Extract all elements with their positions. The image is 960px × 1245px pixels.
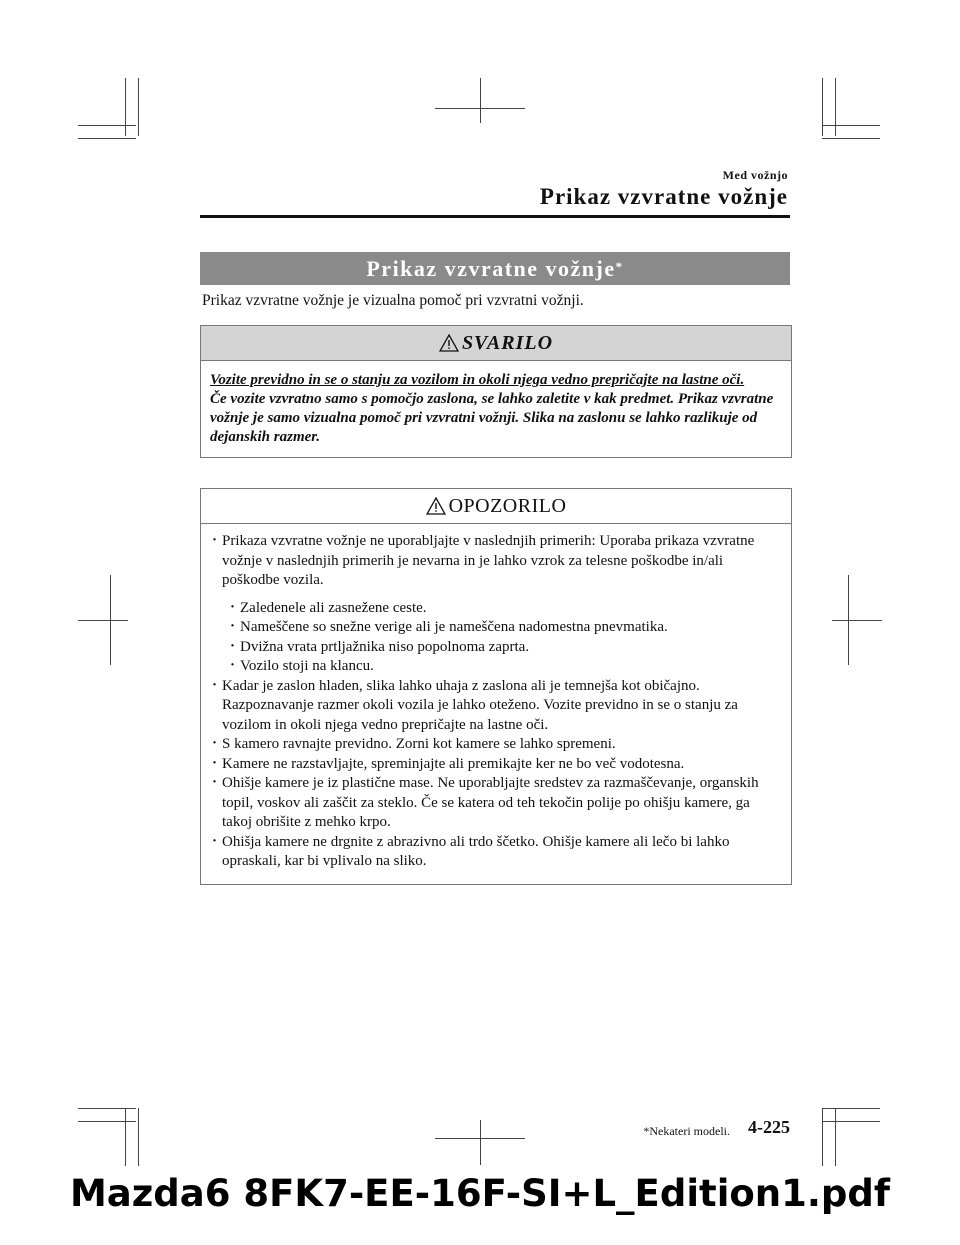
warning-body: [201, 361, 791, 457]
warning-triangle-icon: [426, 497, 446, 515]
warning-title: SVARILO: [461, 331, 554, 354]
header-rule: [200, 215, 790, 218]
caution-subitem: · Zaledenele ali zasnežene ceste.: [229, 599, 777, 619]
caution-subitem: · Vozilo stoji na klancu.: [229, 657, 777, 677]
caution-item: · S kamero ravnajte previdno. Zorni kot kamere se lahko spremeni.: [211, 735, 777, 755]
warning-box: [200, 325, 792, 458]
warning-triangle-icon: [439, 334, 459, 352]
caution-sublist: [211, 599, 777, 677]
caution-item: · Prikaza vzvratne vožnje ne uporabljajte v naslednjih primerih: Uporaba prikaza vzvratne vožnje v naslednjih primerih je nevarna in je lahko vzrok za telesne poškodbe in/ali poškodbe vozila.: [211, 532, 777, 591]
chapter-label: Med vožnjo: [722, 168, 788, 182]
some-models-mark: *: [615, 258, 624, 274]
caution-item: · Ohišje kamere je iz plastične mase. Ne uporabljajte sredstev za razmaščevanje, organskih topil, voskov ali zaščit za steklo. Če se katera od teh tekočin polije po ohišju kamere, ga takoj obrišite z mehko krpo.: [211, 774, 777, 833]
caution-title: OPOZORILO: [448, 494, 567, 517]
caution-item: · Kadar je zaslon hladen, slika lahko uhaja z zaslona ali je temnejša kot običajno. Razpoznavanje razmer okoli vozila je lahko oteženo. Vozite previdno in se o stanju za vozilom in okoli njega vedno prepričajte na lastne oči.: [211, 677, 777, 736]
caution-item: · Kamere ne razstavljajte, spreminjajte ali premikajte ker ne bo več vodotesna.: [211, 755, 777, 775]
intro-text: Prikaz vzvratne vožnje je vizualna pomoč pri vzvratni vožnji.: [202, 292, 584, 309]
section-title-bar: [200, 252, 790, 285]
caution-subitem: · Dvižna vrata prtljažnika niso popolnoma zaprta.: [229, 638, 777, 658]
caution-body: [201, 524, 791, 884]
document-name: Mazda6 8FK7-EE-16F-SI+L_Edition1.pdf: [69, 1172, 891, 1215]
caution-header: [201, 489, 791, 524]
caution-item: · Ohišja kamere ne drgnite z abrazivno ali trdo ščetko. Ohišje kamere ali lečo bi lahko opraskali, kar bi vplivalo na sliko.: [211, 833, 777, 872]
section-title: Prikaz vzvratne vožnje: [366, 255, 616, 281]
warning-header: [201, 326, 791, 361]
caution-subitem: · Nameščene so snežne verige ali je nameščena nadomestna pnevmatika.: [229, 618, 777, 638]
caution-box: [200, 488, 792, 885]
footnote: *Nekateri modeli.: [643, 1124, 730, 1138]
warning-line-1: Vozite previdno in se o stanju za vozilom in okoli njega vedno prepričajte na lastne oči.: [210, 372, 745, 388]
running-section-title: Prikaz vzvratne vožnje: [539, 184, 788, 209]
page-number: 4-225: [748, 1117, 790, 1137]
warning-line-2: Če vozite vzvratno samo s pomočjo zaslona, se lahko zaletite v kak predmet. Prikaz vzvratne vožnje je samo vizualna pomoč pri vzvratni vožnji. Slika na zaslonu se lahko razlikuje od dejanskih razmer.: [210, 391, 774, 445]
